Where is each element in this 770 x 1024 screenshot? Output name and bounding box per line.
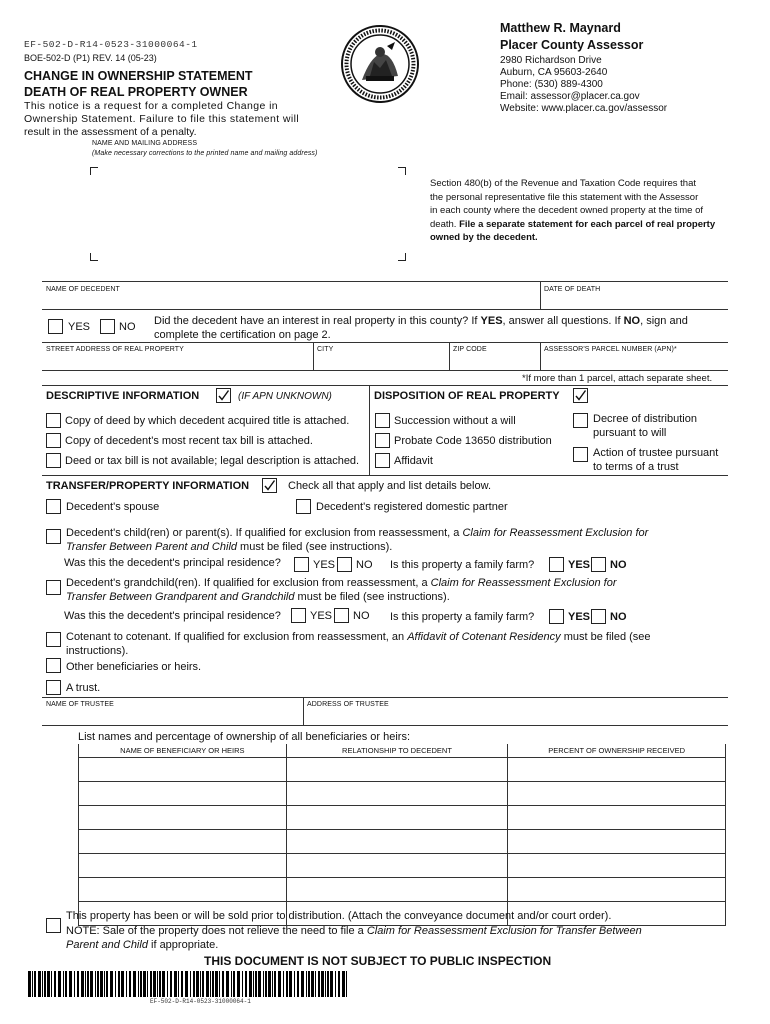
penalty-notice-line3: result in the assessment of a penalty. [24, 126, 197, 138]
beneficiaries-table [78, 744, 726, 926]
table-row [79, 877, 726, 901]
form-title-line1: CHANGE IN OWNERSHIP STATEMENT [24, 69, 253, 83]
form-title-line2: DEATH OF REAL PROPERTY OWNER [24, 85, 248, 99]
apn-field[interactable] [544, 355, 724, 368]
rule-decedent-split [540, 281, 541, 309]
date-of-death-field[interactable] [544, 295, 724, 308]
address-corner-br [398, 253, 406, 261]
street-address-field[interactable] [46, 355, 308, 368]
interest-no-label: NO [119, 321, 136, 333]
spouse-label: Decedent's spouse [66, 501, 160, 513]
domestic-partner-label: Decedent's registered domestic partner [316, 501, 508, 513]
grand-principal-yes-label: YES [310, 610, 333, 622]
apn-label: ASSESSOR'S PARCEL NUMBER (APN)* [544, 346, 677, 353]
rule-street-split1 [313, 342, 314, 370]
col-beneficiary-name: NAME OF BENEFICIARY OR HEIRS [79, 744, 287, 757]
table-cell[interactable] [508, 853, 726, 877]
public-inspection-footer: THIS DOCUMENT IS NOT SUBJECT TO PUBLIC INSPECTION [204, 954, 552, 968]
affidavit-label: Affidavit [394, 455, 433, 467]
penalty-notice-line2: Ownership Statement. Failure to file this statement will [24, 113, 300, 125]
grand-principal-no-checkbox[interactable] [334, 608, 349, 623]
sold-prior-line2: NOTE: Sale of the property does not relieve the need to file a Claim for Reassessment Exclusion for Transfer Between [66, 925, 642, 937]
deed-copy-label: Copy of deed by which decedent acquired title is attached. [65, 415, 350, 427]
mailing-address-area[interactable] [100, 176, 392, 250]
barcode-text: EF-502-D-R14-0523-31000064-1 [150, 998, 251, 1005]
grand-principal-question: Was this the decedent's principal residence? [64, 610, 281, 622]
trustee-name-label: NAME OF TRUSTEE [46, 701, 114, 708]
grandchild-checkbox[interactable] [46, 580, 61, 595]
table-header-row [79, 744, 726, 757]
other-beneficiaries-checkbox[interactable] [46, 658, 61, 673]
grand-farm-question: Is this property a family farm? [390, 611, 535, 623]
child-farm-question: Is this property a family farm? [390, 559, 535, 571]
probate-label: Probate Code 13650 distribution [394, 435, 552, 447]
table-cell[interactable] [79, 829, 287, 853]
cotenant-line2: instructions). [66, 645, 129, 657]
rule-section-top [42, 385, 728, 386]
descriptive-note: (IF APN UNKNOWN) [238, 391, 332, 402]
mailing-address-label: NAME AND MAILING ADDRESS [92, 140, 198, 147]
assessor-address1: 2980 Richardson Drive [500, 55, 602, 66]
checkmark-icon [574, 389, 587, 402]
penalty-notice-line1: This notice is a request for a completed Change in [24, 100, 279, 112]
child-farm-no-label: NO [610, 559, 627, 571]
deed-copy-checkbox[interactable] [46, 413, 61, 428]
mailing-address-note: (Make necessary corrections to the printed name and mailing address) [92, 150, 318, 157]
barcode-icon [28, 971, 350, 997]
trust-checkbox[interactable] [46, 680, 61, 695]
sold-prior-line3: Parent and Child if appropriate. [66, 939, 219, 951]
trustee-address-label: ADDRESS OF TRUSTEE [307, 701, 389, 708]
form-revision: BOE-502-D (P1) REV. 14 (05-23) [24, 53, 157, 63]
date-of-death-label: DATE OF DEATH [544, 286, 601, 293]
table-row [79, 757, 726, 781]
grand-principal-no-label: NO [353, 610, 370, 622]
rule-trustee-top [42, 697, 728, 698]
child-principal-question: Was this the decedent's principal residence? [64, 557, 281, 569]
rule-transfer-top [42, 475, 728, 476]
other-beneficiaries-label: Other beneficiaries or heirs. [66, 661, 202, 673]
section-480-text: Section 480(b) of the Revenue and Taxation Code requires that the personal representative file this statement with the Assessor in each county where the decedent owned property at the time of death. File a separate statement for each parcel of real property owned by the decedent. [430, 178, 716, 243]
child-farm-yes-label: YES [568, 559, 591, 571]
descriptive-heading: DESCRIPTIVE INFORMATION [46, 390, 200, 402]
sold-prior-checkbox[interactable] [46, 918, 61, 933]
trust-label: A trust. [66, 682, 101, 694]
trustee-name-field[interactable] [46, 710, 298, 723]
address-corner-bl [90, 253, 98, 261]
rule-street-top [42, 342, 728, 343]
table-cell[interactable] [286, 877, 508, 901]
child-principal-no-checkbox[interactable] [337, 557, 352, 572]
rule-street-split2 [449, 342, 450, 370]
spouse-checkbox[interactable] [46, 499, 61, 514]
grandchild-line1: Decedent's grandchild(ren). If qualified for exclusion from reassessment, a Claim for Reassessment Exclusion for [66, 577, 617, 589]
interest-yes-label: YES [68, 321, 91, 333]
succession-checkbox[interactable] [375, 413, 390, 428]
rule-street-bottom [42, 370, 728, 371]
table-cell[interactable] [79, 757, 287, 781]
col-relationship: RELATIONSHIP TO DECEDENT [286, 744, 508, 757]
rule-trustee-bottom [42, 725, 728, 726]
probate-checkbox[interactable] [375, 433, 390, 448]
interest-no-checkbox[interactable] [100, 319, 115, 334]
table-cell[interactable] [286, 757, 508, 781]
name-of-decedent-field[interactable] [46, 295, 536, 308]
assessor-website: Website: www.placer.ca.gov/assessor [500, 103, 668, 114]
interest-yes-checkbox[interactable] [48, 319, 63, 334]
interest-question-line1: Did the decedent have an interest in real property in this county? If YES, answer all questions. If NO, sign and [154, 315, 688, 327]
child-farm-no-checkbox[interactable] [591, 557, 606, 572]
decree-label-line2: pursuant to will [593, 427, 667, 439]
decree-checkbox[interactable] [573, 413, 588, 428]
trustee-address-field[interactable] [307, 710, 725, 723]
table-cell[interactable] [286, 781, 508, 805]
cotenant-checkbox[interactable] [46, 632, 61, 647]
col-percent-ownership: PERCENT OF OWNERSHIP RECEIVED [508, 744, 726, 757]
table-cell[interactable] [508, 877, 726, 901]
form-id-code: EF-502-D-R14-0523-31000064-1 [24, 39, 198, 50]
beneficiaries-intro: List names and percentage of ownership of all beneficiaries or heirs: [78, 731, 411, 743]
child-principal-yes-checkbox[interactable] [294, 557, 309, 572]
city-field[interactable] [317, 355, 445, 368]
table-cell[interactable] [286, 805, 508, 829]
table-cell[interactable] [508, 829, 726, 853]
address-corner-tl [90, 167, 98, 175]
table-cell[interactable] [79, 877, 287, 901]
table-cell[interactable] [286, 829, 508, 853]
tax-bill-checkbox[interactable] [46, 433, 61, 448]
child-farm-yes-checkbox[interactable] [549, 557, 564, 572]
checkmark-icon [217, 389, 230, 402]
sold-prior-line1: This property has been or will be sold prior to distribution. (Attach the conveyance document and/or court order). [66, 910, 612, 922]
transfer-checked-checkbox[interactable] [262, 478, 277, 493]
rule-section-split [369, 385, 370, 475]
grand-farm-no-label: NO [610, 611, 627, 623]
address-corner-tr [398, 167, 406, 175]
trustee-action-checkbox[interactable] [573, 447, 588, 462]
table-row [79, 781, 726, 805]
child-parent-checkbox[interactable] [46, 529, 61, 544]
legal-description-label: Deed or tax bill is not available; legal description is attached. [65, 455, 360, 467]
tax-bill-label: Copy of decedent's most recent tax bill is attached. [65, 435, 313, 447]
city-label: CITY [317, 346, 334, 353]
child-parent-line1: Decedent's child(ren) or parent(s). If qualified for exclusion from reassessment, a Claim for Reassessment Exclusion for [66, 527, 649, 539]
transfer-instruction: Check all that apply and list details below. [288, 480, 492, 492]
assessor-office: Placer County Assessor [500, 38, 644, 52]
assessor-email: Email: assessor@placer.ca.gov [500, 91, 640, 102]
child-principal-yes-label: YES [313, 559, 336, 571]
affidavit-checkbox[interactable] [375, 453, 390, 468]
grand-principal-yes-checkbox[interactable] [291, 608, 306, 623]
trustee-action-label-line1: Action of trustee pursuant [593, 447, 719, 459]
table-cell[interactable] [508, 757, 726, 781]
interest-question-line2: complete the certification on page 2. [154, 329, 331, 341]
assessor-phone: Phone: (530) 889-4300 [500, 79, 603, 90]
street-address-label: STREET ADDRESS OF REAL PROPERTY [46, 346, 184, 353]
legal-description-checkbox[interactable] [46, 453, 61, 468]
cotenant-line1: Cotenant to cotenant. If qualified for exclusion from reassessment, an Affidavit of Cotenant Residency must be filed (see [66, 631, 651, 643]
apn-footnote: *If more than 1 parcel, attach separate sheet. [522, 373, 713, 384]
succession-label: Succession without a will [394, 415, 516, 427]
checkmark-icon [263, 479, 276, 492]
assessor-name: Matthew R. Maynard [500, 21, 621, 35]
zip-code-label: ZIP CODE [453, 346, 487, 353]
table-row [79, 853, 726, 877]
table-cell[interactable] [286, 853, 508, 877]
table-cell[interactable] [508, 805, 726, 829]
rule-trustee-split [303, 697, 304, 725]
domestic-partner-checkbox[interactable] [296, 499, 311, 514]
zip-code-field[interactable] [453, 355, 537, 368]
child-principal-no-label: NO [356, 559, 373, 571]
rule-street-split3 [540, 342, 541, 370]
grand-farm-yes-label: YES [568, 611, 591, 623]
assessor-address2: Auburn, CA 95603-2640 [500, 67, 608, 78]
table-cell[interactable] [79, 805, 287, 829]
county-seal-icon [340, 24, 420, 104]
transfer-heading: TRANSFER/PROPERTY INFORMATION [46, 480, 250, 492]
name-of-decedent-label: NAME OF DECEDENT [46, 286, 120, 293]
grand-farm-yes-checkbox[interactable] [549, 609, 564, 624]
rule-decedent-bottom [42, 309, 728, 310]
disposition-heading: DISPOSITION OF REAL PROPERTY [374, 390, 560, 402]
table-row [79, 829, 726, 853]
grandchild-line2: Transfer Between Grandparent and Grandchild must be filed (see instructions). [66, 591, 450, 603]
table-cell[interactable] [508, 781, 726, 805]
child-parent-line2: Transfer Between Parent and Child must be filed (see instructions). [66, 541, 393, 553]
rule-decedent-top [42, 281, 728, 282]
table-cell[interactable] [79, 781, 287, 805]
descriptive-checked-checkbox[interactable] [216, 388, 231, 403]
table-cell[interactable] [79, 853, 287, 877]
trustee-action-label-line2: to terms of a trust [593, 461, 679, 473]
decree-label-line1: Decree of distribution [593, 413, 697, 425]
table-row [79, 805, 726, 829]
grand-farm-no-checkbox[interactable] [591, 609, 606, 624]
disposition-checked-checkbox[interactable] [573, 388, 588, 403]
